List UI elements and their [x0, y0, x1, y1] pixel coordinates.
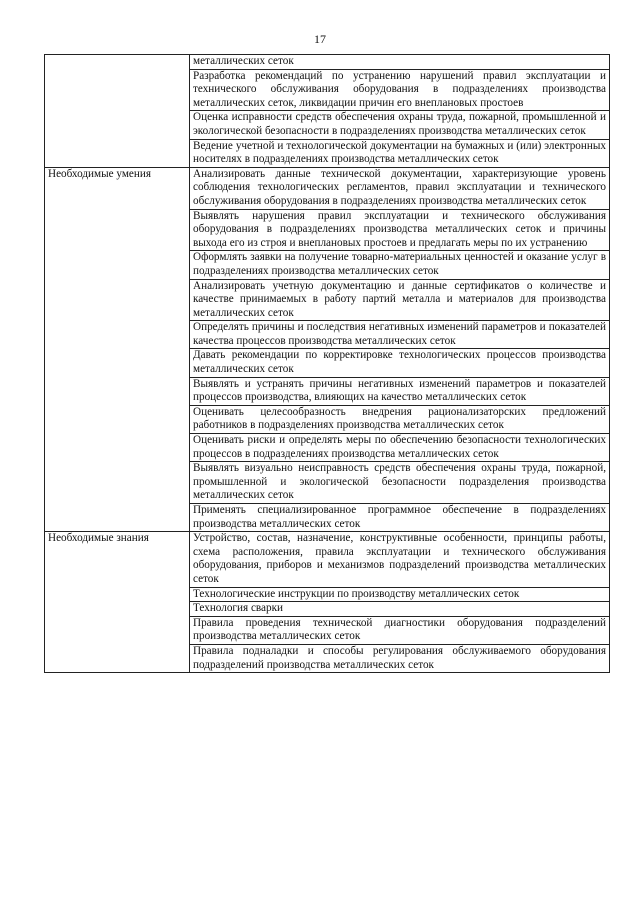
page-number: 17 [314, 32, 326, 46]
row-text: Оценивать целесообразность внедрения рационализаторских предложений работников в подразделениях производства металлических сеток [190, 405, 610, 433]
requirements-table [44, 54, 610, 673]
row-text: Технология сварки [190, 602, 610, 617]
row-text: Оформлять заявки на получение товарно-материальных ценностей и оказание услуг в подразделениях производства металлических сеток [190, 251, 610, 279]
row-text: Правила подналадки и способы регулирования обслуживаемого оборудования подразделений производства металлических сеток [190, 644, 610, 672]
row-text: Выявлять визуально неисправность средств обеспечения охраны труда, пожарной, промышленной и экологической безопасности подразделения производства металлических сеток [190, 462, 610, 504]
row-text: Оценивать риски и определять меры по обеспечению безопасности технологических процессов в подразделениях производства металлических сеток [190, 434, 610, 462]
table-row [45, 532, 610, 587]
row-text: Выявлять нарушения правил эксплуатации и технического обслуживания оборудования в подразделениях производства металлических сеток и причины выхода его из строя и внеплановых простоев и предлагать меры по их устранению [190, 209, 610, 251]
row-text: Оценка исправности средств обеспечения охраны труда, пожарной, промышленной и экологической безопасности в подразделениях производства металлических сеток [190, 111, 610, 139]
requirements-table-body [45, 55, 610, 673]
row-text: Выявлять и устранять причины негативных изменений параметров и показателей процессов производства, влияющих на качество металлических сеток [190, 377, 610, 405]
row-label [45, 55, 190, 168]
table-row [45, 167, 610, 209]
row-text: Ведение учетной и технологической документации на бумажных и (или) электронных носителях в подразделениях производства металлических сеток [190, 139, 610, 167]
row-text: Технологические инструкции по производству металлических сеток [190, 587, 610, 602]
table-row [45, 55, 610, 70]
row-text: Анализировать учетную документацию и данные сертификатов о количестве и качестве принимаемых в работу партий металла и материалов для производства металлических сеток [190, 279, 610, 321]
row-text: металлических сеток [190, 55, 610, 70]
row-label: Необходимые умения [45, 167, 190, 531]
row-text: Устройство, состав, назначение, конструктивные особенности, принципы работы, схема расположения, правила эксплуатации и технического обслуживания оборудования, приборов и механизмов подразделений производства металлических сеток [190, 532, 610, 587]
row-text: Определять причины и последствия негативных изменений параметров и показателей качества процессов производства металлических сеток [190, 321, 610, 349]
row-text: Разработка рекомендаций по устранению нарушений правил эксплуатации и технического обслуживания оборудования в подразделениях производства металлических сеток, ликвидации причин его внеплановых простоев [190, 69, 610, 111]
row-text: Применять специализированное программное обеспечение в подразделениях производства металлических сеток [190, 504, 610, 532]
row-text: Давать рекомендации по корректировке технологических процессов производства металлических сеток [190, 349, 610, 377]
row-text: Анализировать данные технической документации, характеризующие уровень соблюдения технологических регламентов, правил эксплуатации и технического обслуживания оборудования в подразделениях производства металлических сеток [190, 167, 610, 209]
row-label: Необходимые знания [45, 532, 190, 673]
row-text: Правила проведения технической диагностики оборудования подразделений производства металлических сеток [190, 616, 610, 644]
